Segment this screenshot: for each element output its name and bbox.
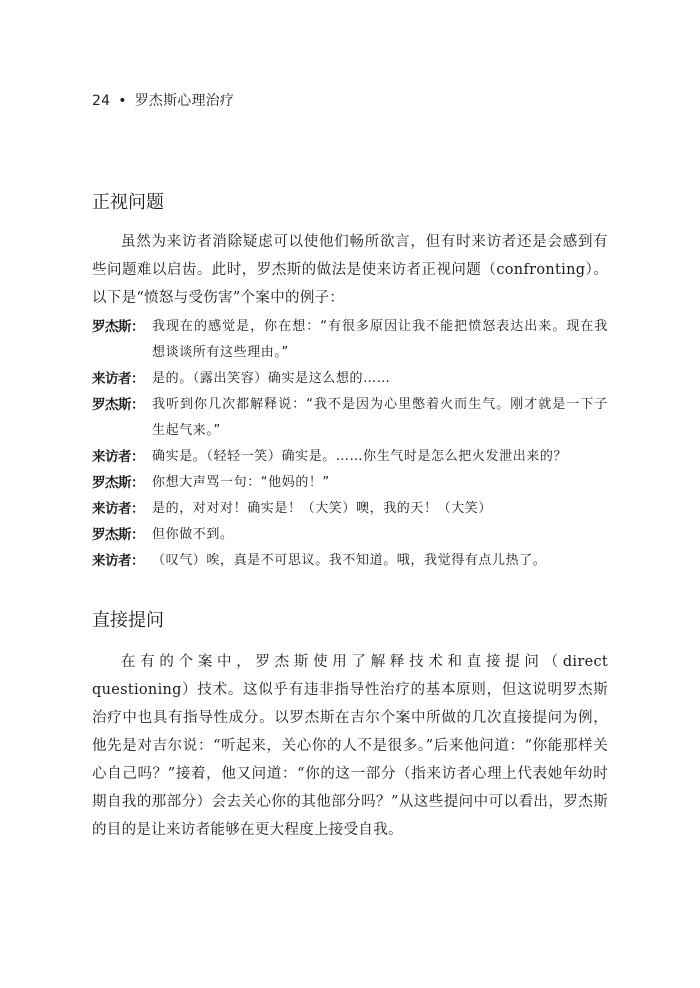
utterance: 是的。（露出笑容）确实是这么想的…… xyxy=(152,371,391,386)
utterance: （叹气）唉，真是不可思议。我不知道。哦，我觉得有点儿热了。 xyxy=(152,553,547,568)
speaker-label: 来访者： xyxy=(92,501,144,517)
utterance: 我现在的感觉是，你在想：“有很多原因让我不能把愤怒表达出来。现在我想谈谈所有这些理由。” xyxy=(152,319,608,360)
dialogue-line xyxy=(92,444,608,470)
header-separator: • xyxy=(118,93,127,109)
utterance: 但你做不到。 xyxy=(152,527,234,542)
section-title: 正视问题 xyxy=(92,192,164,213)
dialogue-transcript xyxy=(92,314,608,574)
dialogue-line xyxy=(92,470,608,496)
speaker-label: 来访者： xyxy=(92,449,144,465)
section-title: 直接提问 xyxy=(92,610,164,631)
utterance: 确实是。（轻轻一笑）确实是。……你生气时是怎么把火发泄出来的？ xyxy=(152,449,568,464)
utterance: 我听到你几次都解释说：“我不是因为心里憋着火而生气。刚才就是一下子生起气来。” xyxy=(152,397,608,438)
section-direct-questioning xyxy=(92,608,608,844)
utterance: 你想大声骂一句：“他妈的！” xyxy=(152,475,330,490)
page-number: 24 xyxy=(92,93,111,109)
dialogue-line xyxy=(92,548,608,574)
speaker-label: 来访者： xyxy=(92,371,144,387)
dialogue-line xyxy=(92,522,608,548)
speaker-label: 罗杰斯： xyxy=(92,397,144,413)
intro-paragraph: 虽然为来访者消除疑虑可以使他们畅所欲言，但有时来访者还是会感到有些问题难以启齿。此时，罗杰斯的做法是使来访者正视问题（confronting）。以下是“愤怒与受伤害”个案中的例子： xyxy=(92,234,608,306)
section-confronting xyxy=(92,190,608,574)
dialogue-line xyxy=(92,314,608,366)
running-header xyxy=(92,90,234,110)
speaker-label: 罗杰斯： xyxy=(92,319,144,335)
speaker-label: 来访者： xyxy=(92,553,144,569)
dialogue-line xyxy=(92,366,608,392)
dialogue-line xyxy=(92,392,608,444)
dialogue-line xyxy=(92,496,608,522)
body-paragraph: 在有的个案中，罗杰斯使用了解释技术和直接提问（direct questioning）技术。这似乎有违非指导性治疗的基本原则，但这说明罗杰斯治疗中也具有指导性成分。以罗杰斯在吉尔个案中所做的几次直接提问为例，他先是对吉尔说：“听起来，关心你的人不是很多。”后来他问道：“你能那样关心自己吗？”接着，他又问道：“你的这一部分（指来访者心理上代表她年幼时期自我的那部分）会去关心你的其他部分吗？”从这些提问中可以看出，罗杰斯的目的是让来访者能够在更大程度上接受自我。 xyxy=(92,654,608,838)
speaker-label: 罗杰斯： xyxy=(92,475,144,491)
utterance: 是的，对对对！确实是！（大笑）噢，我的天！（大笑） xyxy=(152,501,493,516)
book-title: 罗杰斯心理治疗 xyxy=(134,93,235,109)
speaker-label: 罗杰斯： xyxy=(92,527,144,543)
